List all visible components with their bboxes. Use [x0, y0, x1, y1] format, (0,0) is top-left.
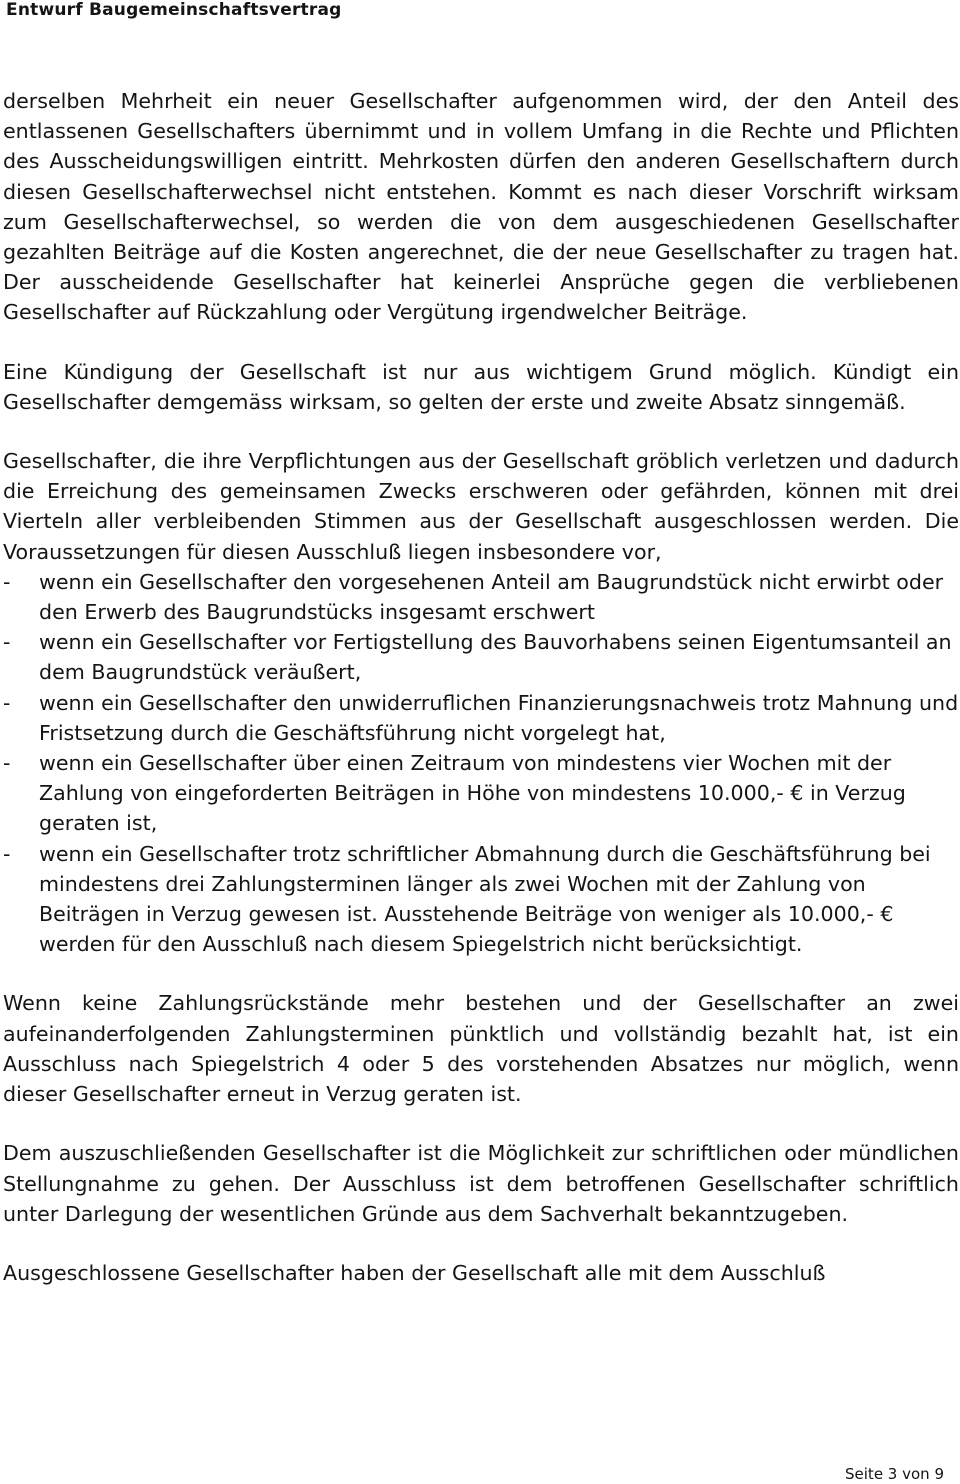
list-item-text: wenn ein Gesellschafter vor Fertigstellung des Bauvorhabens seinen Eigentumsanteil an dem Baugrundstück veräußert,: [39, 630, 952, 685]
list-item-text: wenn ein Gesellschafter trotz schriftlicher Abmahnung durch die Geschäftsführung bei mindestens drei Zahlungsterminen länger als zwei Wochen mit der Zahlung von Beiträgen in Verzug gewesen ist. Ausstehende Beiträge von weniger als 10.000,- € werden für den Ausschluß nach diesem Spiegelstrich nicht berücksichtigt.: [39, 841, 931, 957]
list-item: [3, 839, 959, 960]
paragraph-gesellschafterwechsel: derselben Mehrheit ein neuer Gesellschafter aufgenommen wird, der den Anteil des entlassenen Gesellschafters übernimmt und in vollem Umfang in die Rechte und Pflichten des Ausscheidungswilligen eintritt. Mehrkosten dürfen den anderen Gesellschaftern durch diesen Gesellschafterwechsel nicht entstehen. Kommt es nach dieser Vorschrift wirksam zum Gesellschafterwechsel, so werden die von dem ausgeschiedenen Gesellschafter gezahlten Beiträge auf die Kosten angerechnet, die der neue Gesellschafter zu tragen hat. Der ausscheidende Gesellschafter hat keinerlei Ansprüche gegen die verbliebenen Gesellschafter auf Rückzahlung oder Vergütung irgendwelcher Beiträge.: [3, 89, 959, 325]
paragraph-stellungnahme: Dem auszuschließenden Gesellschafter ist die Möglichkeit zur schriftlichen oder mündlichen Stellungnahme zu gehen. Der Ausschluss ist dem betroffenen Gesellschafter schriftlich unter Darlegung der wesentlichen Gründe aus dem Sachverhalt bekanntzugeben.: [3, 1141, 959, 1226]
paragraph-kuendigung: Eine Kündigung der Gesellschaft ist nur aus wichtigem Grund möglich. Kündigt ein Gesellschafter demgemäss wirksam, so gelten der erste und zweite Absatz sinngemäß.: [3, 359, 959, 414]
list-dash: -: [3, 690, 11, 715]
paragraph-zahlungsrueckstaende: Wenn keine Zahlungsrückstände mehr bestehen und der Gesellschafter an zwei aufeinanderfolgenden Zahlungsterminen pünktlich und vollständig bezahlt hat, ist ein Ausschluss nach Spiegelstrich 4 oder 5 des vorstehenden Absatzes nur möglich, wenn dieser Gesellschafter erneut in Verzug geraten ist.: [3, 991, 959, 1107]
list-item: [3, 748, 959, 839]
list-item-text: wenn ein Gesellschafter den unwiderruflichen Finanzierungsnachweis trotz Mahnung und Fristsetzung durch die Geschäftsführung nicht vorgelegt hat,: [39, 690, 959, 745]
document-header: Entwurf Baugemeinschaftsvertrag: [6, 0, 342, 20]
list-item: [3, 627, 959, 687]
list-dash: -: [3, 569, 11, 594]
list-item: [3, 567, 959, 627]
list-item-text: wenn ein Gesellschafter über einen Zeitraum von mindestens vier Wochen mit der Zahlung von eingeforderten Beiträgen in Höhe von mindestens 10.000,- € in Verzug geraten ist,: [39, 751, 906, 836]
list-item: [3, 688, 959, 748]
paragraph-ausschluss: Gesellschafter, die ihre Verpflichtungen aus der Gesellschaft gröblich verletzen und dadurch die Erreichung des gemeinsamen Zwecks erschweren oder gefährden, können mit drei Vierteln aller verbleibenden Stimmen aus der Gesellschaft ausgeschlossen werden. Die Voraussetzungen für diesen Ausschluß liegen insbesondere vor,: [3, 449, 959, 564]
paragraph-ausgeschlossene: Ausgeschlossene Gesellschafter haben der Gesellschaft alle mit dem Ausschluß: [3, 1260, 826, 1285]
list-item-text: wenn ein Gesellschafter den vorgesehenen Anteil am Baugrundstück nicht erwirbt oder den Erwerb des Baugrundstücks insgesamt erschwert: [39, 569, 944, 625]
list-dash: -: [3, 841, 11, 866]
list-dash: -: [3, 751, 11, 776]
page-number: Seite 3 von 9: [845, 1465, 944, 1483]
ausschluss-conditions-list: [3, 567, 959, 960]
list-dash: -: [3, 630, 11, 655]
document-body: [3, 86, 959, 1288]
